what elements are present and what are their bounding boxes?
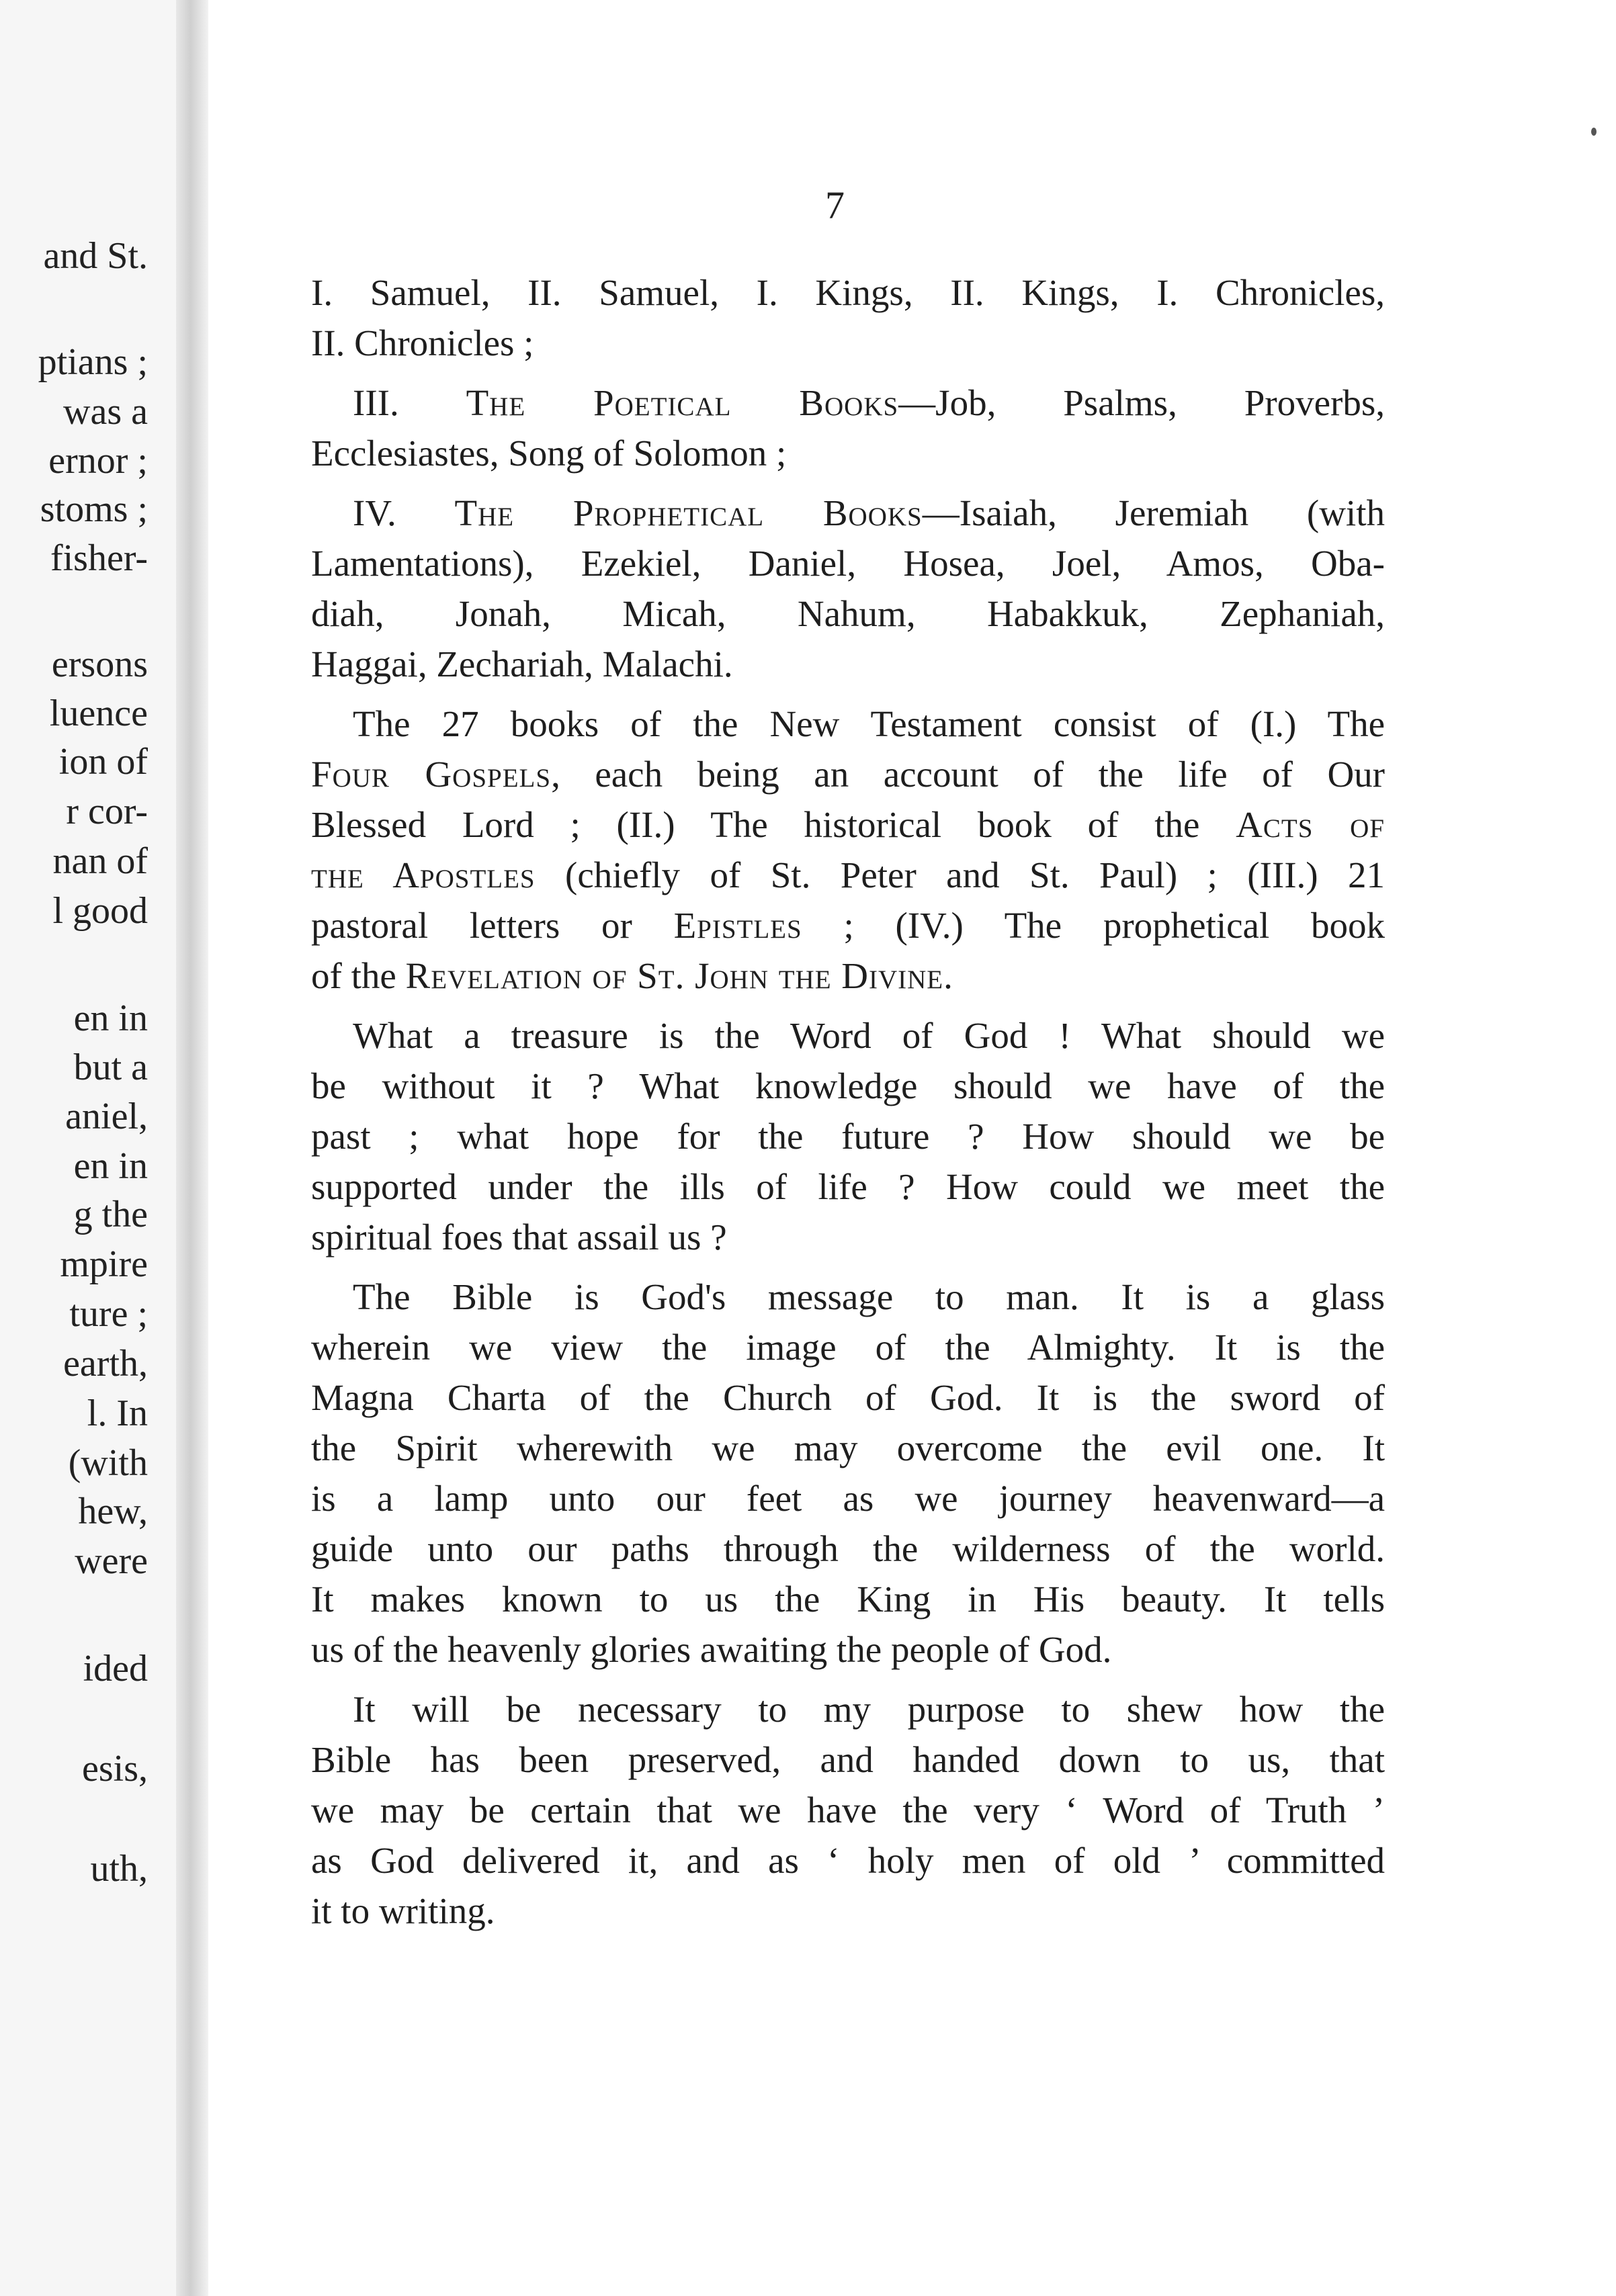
text-line: of the Revelation of St. John the Divine. xyxy=(311,955,953,996)
text-line: diah, Jonah, Micah, Nahum, Habakkuk, Zephaniah, xyxy=(311,593,1385,634)
text-line: the Apostles (chiefly of St. Peter and St. Paul) ; (III.) 21 xyxy=(311,854,1385,895)
facing-page-fragment: en in xyxy=(73,998,148,1039)
text-line: it to writing. xyxy=(311,1890,495,1931)
facing-page-fragment: fisher- xyxy=(50,537,148,579)
facing-page xyxy=(0,0,189,2296)
facing-page-fragment: aniel, xyxy=(65,1096,148,1137)
text-line: spiritual foes that assail us ? xyxy=(311,1217,727,1257)
facing-page-fragment: ided xyxy=(83,1648,148,1689)
paragraph xyxy=(311,1684,1385,1936)
text-line: us of the heavenly glories awaiting the people of God. xyxy=(311,1629,1112,1670)
page-number: 7 xyxy=(825,183,845,227)
text-line: Lamentations), Ezekiel, Daniel, Hosea, Joel, Amos, Oba- xyxy=(311,543,1385,584)
facing-page-fragment: ernor ; xyxy=(48,440,148,482)
body-text xyxy=(311,267,1385,1936)
paper-speck xyxy=(1591,128,1597,136)
facing-page-fragment: and St. xyxy=(43,235,148,277)
facing-page-fragment: but a xyxy=(73,1047,148,1088)
facing-page-fragment: earth, xyxy=(63,1343,148,1384)
paragraph xyxy=(311,699,1385,1001)
facing-page-fragment: esis, xyxy=(82,1748,148,1790)
text-line: we may be certain that we have the very ‘ Word of Truth ’ xyxy=(311,1790,1385,1830)
facing-page-fragment: r cor- xyxy=(66,791,148,832)
paragraph xyxy=(311,1010,1385,1262)
facing-page-fragment: l. In xyxy=(87,1393,148,1434)
text-line: supported under the ills of life ? How could we meet the xyxy=(311,1166,1385,1207)
text-line: What a treasure is the Word of God ! What should we xyxy=(353,1015,1385,1056)
text-line: as God delivered it, and as ‘ holy men of old ’ committed xyxy=(311,1840,1385,1881)
facing-page-fragment: uth, xyxy=(90,1848,148,1890)
text-line: Haggai, Zechariah, Malachi. xyxy=(311,644,733,685)
text-line: Blessed Lord ; (II.) The historical book of the Acts of xyxy=(311,804,1385,845)
text-line: guide unto our paths through the wilderness of the world. xyxy=(311,1528,1385,1569)
facing-page-fragment: (with xyxy=(68,1442,148,1484)
text-line: pastoral letters or Epistles ; (IV.) The prophetical book xyxy=(311,905,1385,946)
facing-page-fragment: ture ; xyxy=(69,1293,148,1335)
text-line: Magna Charta of the Church of God. It is the sword of xyxy=(311,1377,1385,1418)
facing-page-fragment: ersons xyxy=(51,644,148,685)
paragraph xyxy=(311,267,1385,368)
facing-page-fragment: g the xyxy=(73,1194,148,1235)
text-line: II. Chronicles ; xyxy=(311,322,534,363)
text-line: The Bible is God's message to man. It is a glass xyxy=(353,1276,1385,1317)
facing-page-fragment: ptians ; xyxy=(38,341,148,383)
facing-page-fragment: luence xyxy=(49,693,148,734)
text-line: III. The Poetical Books—Job, Psalms, Proverbs, xyxy=(353,382,1385,423)
text-line: the Spirit wherewith we may overcome the evil one. It xyxy=(311,1427,1385,1468)
text-line: past ; what hope for the future ? How should we be xyxy=(311,1116,1385,1157)
facing-page-fragment: were xyxy=(75,1540,148,1582)
facing-page-fragment: nan of xyxy=(52,840,148,882)
text-line: The 27 books of the New Testament consist of (I.) The xyxy=(353,703,1385,744)
text-line: wherein we view the image of the Almighty. It is the xyxy=(311,1327,1385,1368)
facing-page-fragment: mpire xyxy=(60,1243,148,1285)
paragraph xyxy=(311,378,1385,478)
facing-page-fragment: ion of xyxy=(58,741,148,783)
book-gutter xyxy=(176,0,208,2296)
facing-page-fragment: was a xyxy=(63,391,148,433)
text-line: is a lamp unto our feet as we journey heavenward—a xyxy=(311,1478,1385,1519)
text-line: It will be necessary to my purpose to shew how the xyxy=(353,1689,1385,1730)
text-line: be without it ? What knowledge should we have of the xyxy=(311,1065,1385,1106)
text-line: Ecclesiastes, Song of Solomon ; xyxy=(311,433,787,474)
text-line: Four Gospels, each being an account of the life of Our xyxy=(311,754,1385,795)
facing-page-fragment: stoms ; xyxy=(40,488,148,530)
text-line: Bible has been preserved, and handed down to us, that xyxy=(311,1739,1385,1780)
facing-page-fragment: en in xyxy=(73,1145,148,1187)
text-line: IV. The Prophetical Books—Isaiah, Jeremiah (with xyxy=(353,492,1385,533)
facing-page-fragment: hew, xyxy=(78,1491,148,1532)
text-line: It makes known to us the King in His beauty. It tells xyxy=(311,1579,1385,1620)
paragraph xyxy=(311,488,1385,689)
text-line: I. Samuel, II. Samuel, I. Kings, II. Kings, I. Chronicles, xyxy=(311,272,1385,313)
paragraph xyxy=(311,1272,1385,1675)
facing-page-fragment: l good xyxy=(52,890,148,932)
